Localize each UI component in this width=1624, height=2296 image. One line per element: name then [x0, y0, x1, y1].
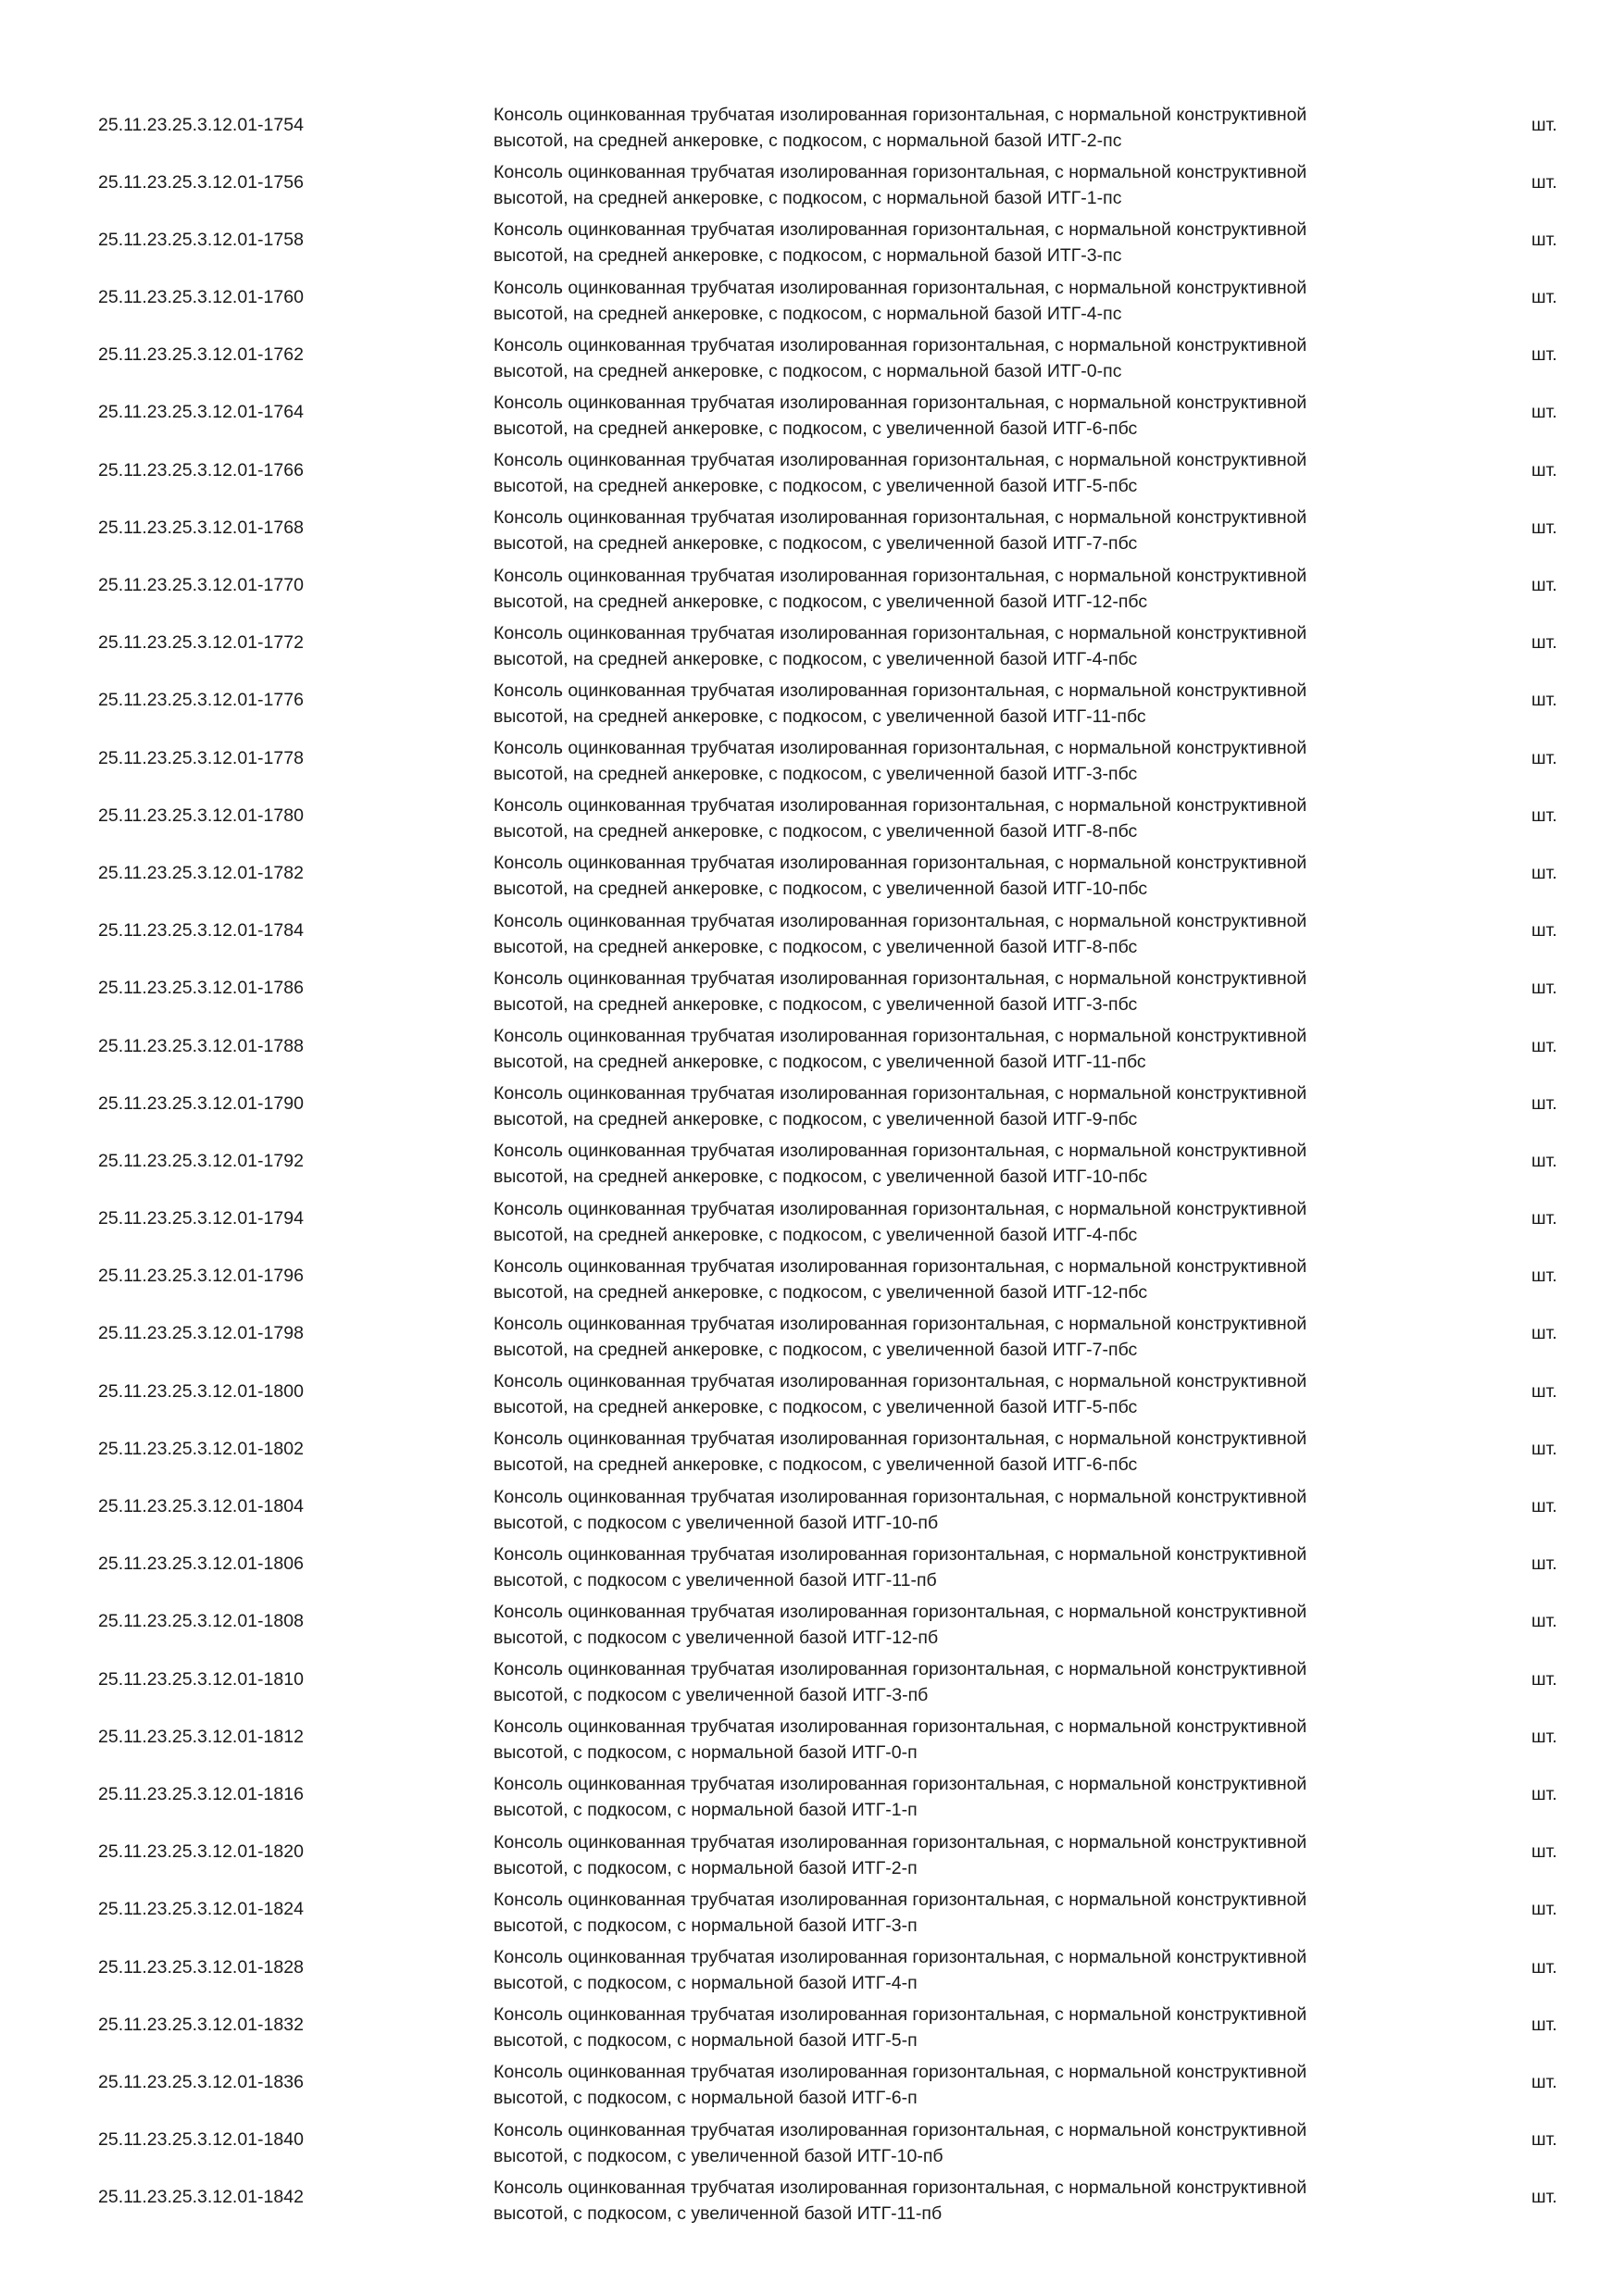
item-code: 25.11.23.25.3.12.01-1804 — [98, 1496, 304, 1516]
item-description — [493, 1138, 1419, 1190]
item-description-line-2: высотой, на средней анкеровке, с подкосом, с увеличенной базой ИТГ-10-пбс — [493, 879, 1148, 900]
item-description — [493, 159, 1419, 211]
item-description-line-2: высотой, на средней анкеровке, с подкосом, с увеличенной базой ИТГ-4-пбс — [493, 648, 1138, 669]
item-description — [493, 505, 1419, 556]
item-description-line-2: высотой, на средней анкеровке, с подкосом, с увеличенной базой ИТГ-9-пбс — [493, 1109, 1138, 1130]
item-description-line-1: Консоль оцинкованная трубчатая изолированная горизонтальная, с нормальной конструктивной — [493, 1659, 1307, 1680]
table-row — [0, 442, 1624, 499]
table-row — [0, 96, 1624, 154]
item-code: 25.11.23.25.3.12.01-1760 — [98, 287, 304, 308]
table-row — [0, 730, 1624, 787]
item-description-line-1: Консоль оцинкованная трубчатая изолированная горизонтальная, с нормальной конструктивной — [493, 1141, 1307, 1162]
item-unit: шт. — [1531, 747, 1557, 768]
table-row — [0, 1305, 1624, 1363]
item-description — [493, 102, 1419, 154]
item-unit: шт. — [1531, 229, 1557, 250]
item-code: 25.11.23.25.3.12.01-1790 — [98, 1092, 304, 1114]
table-row — [0, 1939, 1624, 1996]
item-unit: шт. — [1531, 459, 1557, 480]
table-row — [0, 1075, 1624, 1132]
item-unit: шт. — [1531, 690, 1557, 711]
item-unit: шт. — [1531, 1323, 1557, 1344]
table-row — [0, 1881, 1624, 1939]
item-unit: шт. — [1531, 1956, 1557, 1978]
item-description-line-1: Консоль оцинкованная трубчатая изолированная горизонтальная, с нормальной конструктивной — [493, 2119, 1307, 2140]
item-unit: шт. — [1531, 1266, 1557, 1287]
item-code: 25.11.23.25.3.12.01-1840 — [98, 2129, 304, 2151]
item-unit: шт. — [1531, 1208, 1557, 1229]
item-unit: шт. — [1531, 1783, 1557, 1804]
item-code: 25.11.23.25.3.12.01-1782 — [98, 862, 304, 883]
item-unit: шт. — [1531, 1554, 1557, 1575]
item-description-line-2: высотой, на средней анкеровке, с подкосом, с увеличенной базой ИТГ-11-пбс — [493, 705, 1146, 727]
item-unit: шт. — [1531, 171, 1557, 193]
item-code: 25.11.23.25.3.12.01-1824 — [98, 1899, 304, 1920]
item-description-line-2: высотой, на средней анкеровке, с подкосом, с увеличенной базой ИТГ-7-пбс — [493, 533, 1138, 555]
item-code: 25.11.23.25.3.12.01-1758 — [98, 229, 304, 250]
item-code: 25.11.23.25.3.12.01-1836 — [98, 2071, 304, 2092]
item-code: 25.11.23.25.3.12.01-1802 — [98, 1438, 304, 1459]
item-description-line-2: высотой, с подкосом с увеличенной базой ИТГ-12-пб — [493, 1627, 939, 1648]
item-description — [493, 1080, 1419, 1132]
table-row — [0, 844, 1624, 902]
table-row — [0, 1363, 1624, 1420]
item-description — [493, 850, 1419, 902]
item-description — [493, 217, 1419, 268]
item-description-line-2: высотой, на средней анкеровке, с подкосом, с нормальной базой ИТГ-3-пс — [493, 245, 1122, 267]
item-description-line-1: Консоль оцинкованная трубчатая изолированная горизонтальная, с нормальной конструктивной — [493, 1198, 1307, 1219]
item-description — [493, 390, 1419, 442]
item-description — [493, 792, 1419, 844]
table-row — [0, 2053, 1624, 2111]
item-description — [493, 1023, 1419, 1075]
table-row — [0, 2112, 1624, 2169]
item-description — [493, 966, 1419, 1017]
item-unit: шт. — [1531, 1380, 1557, 1402]
item-description-line-2: высотой, на средней анкеровке, с подкосом, с увеличенной базой ИТГ-5-пбс — [493, 476, 1138, 497]
item-unit: шт. — [1531, 1438, 1557, 1459]
item-description-line-1: Консоль оцинкованная трубчатая изолированная горизонтальная, с нормальной конструктивной — [493, 565, 1307, 586]
table-row — [0, 903, 1624, 960]
item-description-line-1: Консоль оцинкованная трубчатая изолированная горизонтальная, с нормальной конструктивной — [493, 2177, 1307, 2198]
item-description — [493, 735, 1419, 787]
item-description — [493, 1714, 1419, 1766]
item-description-line-1: Консоль оцинкованная трубчатая изолированная горизонтальная, с нормальной конструктивной — [493, 910, 1307, 931]
item-description-line-1: Консоль оцинкованная трубчатая изолированная горизонтальная, с нормальной конструктивной — [493, 1255, 1307, 1277]
item-code: 25.11.23.25.3.12.01-1794 — [98, 1208, 304, 1229]
item-code: 25.11.23.25.3.12.01-1808 — [98, 1611, 304, 1632]
item-description-line-1: Консоль оцинкованная трубчатая изолированная горизонтальная, с нормальной конструктивной — [493, 2062, 1307, 2083]
item-description-line-1: Консоль оцинкованная трубчатая изолированная горизонтальная, с нормальной конструктивной — [493, 1083, 1307, 1104]
item-description-line-1: Консоль оцинкованная трубчатая изолированная горизонтальная, с нормальной конструктивной — [493, 1889, 1307, 1910]
table-row — [0, 269, 1624, 327]
item-unit: шт. — [1531, 2014, 1557, 2035]
item-description-line-1: Консоль оцинкованная трубчатая изолированная горизонтальная, с нормальной конструктивной — [493, 680, 1307, 701]
table-row — [0, 384, 1624, 442]
item-description-line-1: Консоль оцинкованная трубчатая изолированная горизонтальная, с нормальной конструктивной — [493, 1601, 1307, 1622]
item-description-line-1: Консоль оцинкованная трубчатая изолированная горизонтальная, с нормальной конструктивной — [493, 1371, 1307, 1392]
item-code: 25.11.23.25.3.12.01-1798 — [98, 1323, 304, 1344]
item-description — [493, 620, 1419, 672]
item-description-line-2: высотой, на средней анкеровке, с подкосом, с увеличенной базой ИТГ-3-пбс — [493, 993, 1138, 1015]
item-code: 25.11.23.25.3.12.01-1762 — [98, 344, 304, 366]
item-description-line-2: высотой, с подкосом, с нормальной базой ИТГ-3-п — [493, 1915, 918, 1936]
item-description-line-1: Консоль оцинкованная трубчатая изолированная горизонтальная, с нормальной конструктивной — [493, 1947, 1307, 1967]
item-description-line-2: высотой, на средней анкеровке, с подкосом, с нормальной базой ИТГ-0-пс — [493, 360, 1122, 381]
table-row — [0, 154, 1624, 211]
item-code: 25.11.23.25.3.12.01-1806 — [98, 1554, 304, 1575]
item-code: 25.11.23.25.3.12.01-1768 — [98, 517, 304, 538]
table-row — [0, 2169, 1624, 2227]
item-unit: шт. — [1531, 2187, 1557, 2208]
item-description-line-2: высотой, с подкосом, с нормальной базой ИТГ-5-п — [493, 2030, 918, 2052]
item-unit: шт. — [1531, 114, 1557, 135]
item-description — [493, 1944, 1419, 1996]
item-description-line-1: Консоль оцинкованная трубчатая изолированная горизонтальная, с нормальной конструктивной — [493, 853, 1307, 874]
item-description-line-1: Консоль оцинкованная трубчатая изолированная горизонтальная, с нормальной конструктивной — [493, 795, 1307, 817]
item-description-line-2: высотой, с подкосом, с нормальной базой ИТГ-4-п — [493, 1973, 918, 1993]
item-description — [493, 2117, 1419, 2169]
item-code: 25.11.23.25.3.12.01-1816 — [98, 1783, 304, 1804]
item-unit: шт. — [1531, 1899, 1557, 1920]
item-code: 25.11.23.25.3.12.01-1842 — [98, 2187, 304, 2208]
table-row — [0, 787, 1624, 844]
item-code: 25.11.23.25.3.12.01-1784 — [98, 920, 304, 942]
item-code: 25.11.23.25.3.12.01-1754 — [98, 114, 304, 135]
item-description-line-1: Консоль оцинкованная трубчатая изолированная горизонтальная, с нормальной конструктивной — [493, 334, 1307, 356]
table-row — [0, 672, 1624, 730]
item-description-line-2: высотой, с подкосом с увеличенной базой ИТГ-11-пб — [493, 1569, 937, 1591]
table-row — [0, 1191, 1624, 1248]
item-description-line-1: Консоль оцинкованная трубчатая изолированная горизонтальная, с нормальной конструктивной — [493, 507, 1307, 529]
item-description-line-1: Консоль оцинкованная трубчатая изолированная горизонтальная, с нормальной конструктивной — [493, 392, 1307, 413]
item-description-line-2: высотой, с подкосом, с нормальной базой ИТГ-2-п — [493, 1857, 918, 1878]
item-description-line-2: высотой, с подкосом, с нормальной базой ИТГ-6-п — [493, 2088, 918, 2109]
item-unit: шт. — [1531, 805, 1557, 826]
item-description-line-1: Консоль оцинкованная трубчатая изолированная горизонтальная, с нормальной конструктивной — [493, 450, 1307, 471]
table-row — [0, 1536, 1624, 1593]
catalog-table — [0, 96, 1624, 2227]
item-description-line-1: Консоль оцинкованная трубчатая изолированная горизонтальная, с нормальной конструктивной — [493, 1831, 1307, 1853]
item-description-line-1: Консоль оцинкованная трубчатая изолированная горизонтальная, с нормальной конструктивной — [493, 1313, 1307, 1334]
table-row — [0, 499, 1624, 556]
item-code: 25.11.23.25.3.12.01-1788 — [98, 1035, 304, 1056]
item-description-line-2: высотой, на средней анкеровке, с подкосом, с увеличенной базой ИТГ-8-пбс — [493, 936, 1138, 957]
item-description-line-2: высотой, на средней анкеровке, с подкосом, с увеличенной базой ИТГ-12-пбс — [493, 591, 1148, 612]
item-description-line-2: высотой, на средней анкеровке, с подкосом, с увеличенной базой ИТГ-3-пбс — [493, 764, 1138, 785]
item-description — [493, 2059, 1419, 2111]
item-description — [493, 2175, 1419, 2227]
item-description — [493, 678, 1419, 730]
item-description-line-2: высотой, на средней анкеровке, с подкосом, с увеличенной базой ИТГ-6-пбс — [493, 1454, 1138, 1476]
item-description-line-2: высотой, на средней анкеровке, с подкосом, с увеличенной базой ИТГ-12-пбс — [493, 1281, 1148, 1303]
item-description-line-2: высотой, на средней анкеровке, с подкосом, с увеличенной базой ИТГ-10-пбс — [493, 1167, 1148, 1188]
item-unit: шт. — [1531, 517, 1557, 538]
table-row — [0, 1132, 1624, 1190]
item-unit: шт. — [1531, 1150, 1557, 1171]
item-code: 25.11.23.25.3.12.01-1776 — [98, 690, 304, 711]
item-description — [493, 1887, 1419, 1939]
item-code: 25.11.23.25.3.12.01-1812 — [98, 1726, 304, 1747]
item-description — [493, 563, 1419, 615]
item-unit: шт. — [1531, 978, 1557, 999]
table-row — [0, 1017, 1624, 1075]
table-row — [0, 211, 1624, 268]
table-row — [0, 960, 1624, 1017]
table-row — [0, 1593, 1624, 1651]
item-description-line-2: высотой, с подкосом, с увеличенной базой ИТГ-11-пб — [493, 2202, 943, 2224]
item-code: 25.11.23.25.3.12.01-1800 — [98, 1380, 304, 1402]
item-description-line-1: Консоль оцинкованная трубчатая изолированная горизонтальная, с нормальной конструктивной — [493, 1543, 1307, 1565]
item-unit: шт. — [1531, 1668, 1557, 1690]
item-description-line-1: Консоль оцинкованная трубчатая изолированная горизонтальная, с нормальной конструктивной — [493, 2004, 1307, 2026]
item-code: 25.11.23.25.3.12.01-1810 — [98, 1668, 304, 1690]
item-code: 25.11.23.25.3.12.01-1770 — [98, 575, 304, 595]
item-unit: шт. — [1531, 1092, 1557, 1114]
item-description-line-2: высотой, на средней анкеровке, с подкосом, с увеличенной базой ИТГ-7-пбс — [493, 1339, 1138, 1360]
table-row — [0, 615, 1624, 672]
item-code: 25.11.23.25.3.12.01-1786 — [98, 978, 304, 999]
item-description — [493, 2002, 1419, 2053]
item-description-line-1: Консоль оцинкованная трубчатая изолированная горизонтальная, с нормальной конструктивной — [493, 1716, 1307, 1738]
item-description — [493, 1196, 1419, 1248]
item-unit: шт. — [1531, 1496, 1557, 1516]
item-unit: шт. — [1531, 920, 1557, 942]
item-description-line-1: Консоль оцинкованная трубчатая изолированная горизонтальная, с нормальной конструктивной — [493, 277, 1307, 298]
table-row — [0, 1708, 1624, 1766]
item-description-line-1: Консоль оцинкованная трубчатая изолированная горизонтальная, с нормальной конструктивной — [493, 1486, 1307, 1507]
table-row — [0, 1766, 1624, 1823]
item-code: 25.11.23.25.3.12.01-1832 — [98, 2014, 304, 2035]
table-row — [0, 1248, 1624, 1305]
item-unit: шт. — [1531, 1035, 1557, 1056]
item-unit: шт. — [1531, 632, 1557, 654]
item-unit: шт. — [1531, 287, 1557, 308]
item-code: 25.11.23.25.3.12.01-1792 — [98, 1150, 304, 1171]
item-description — [493, 1484, 1419, 1536]
item-description — [493, 1254, 1419, 1305]
item-description — [493, 1656, 1419, 1708]
item-description — [493, 1829, 1419, 1881]
item-description-line-2: высотой, на средней анкеровке, с подкосом, с увеличенной базой ИТГ-11-пбс — [493, 1052, 1146, 1072]
table-row — [0, 1651, 1624, 1708]
item-description — [493, 1771, 1419, 1823]
item-description-line-1: Консоль оцинкованная трубчатая изолированная горизонтальная, с нормальной конструктивной — [493, 1026, 1307, 1046]
item-code: 25.11.23.25.3.12.01-1796 — [98, 1266, 304, 1287]
item-description-line-2: высотой, на средней анкеровке, с подкосом, с нормальной базой ИТГ-4-пс — [493, 303, 1122, 324]
item-description — [493, 1368, 1419, 1420]
item-description — [493, 1541, 1419, 1593]
item-code: 25.11.23.25.3.12.01-1766 — [98, 459, 304, 480]
item-description-line-2: высотой, с подкосом, с увеличенной базой ИТГ-10-пб — [493, 2145, 943, 2166]
table-row — [0, 1479, 1624, 1536]
item-unit: шт. — [1531, 1841, 1557, 1863]
item-description-line-2: высотой, на средней анкеровке, с подкосом, с увеличенной базой ИТГ-6-пбс — [493, 418, 1138, 439]
table-row — [0, 1996, 1624, 2053]
item-description-line-2: высотой, на средней анкеровке, с подкосом, с нормальной базой ИТГ-2-пс — [493, 131, 1122, 151]
item-code: 25.11.23.25.3.12.01-1820 — [98, 1841, 304, 1863]
item-unit: шт. — [1531, 2071, 1557, 2092]
item-description — [493, 1599, 1419, 1651]
item-description-line-1: Консоль оцинкованная трубчатая изолированная горизонтальная, с нормальной конструктивной — [493, 1774, 1307, 1795]
item-code: 25.11.23.25.3.12.01-1828 — [98, 1956, 304, 1978]
item-description — [493, 332, 1419, 384]
item-description-line-2: высотой, на средней анкеровке, с подкосом, с увеличенной базой ИТГ-4-пбс — [493, 1224, 1138, 1245]
item-unit: шт. — [1531, 1611, 1557, 1632]
item-unit: шт. — [1531, 402, 1557, 423]
item-unit: шт. — [1531, 862, 1557, 883]
item-description-line-1: Консоль оцинкованная трубчатая изолированная горизонтальная, с нормальной конструктивной — [493, 1429, 1307, 1450]
table-row — [0, 1824, 1624, 1881]
item-unit: шт. — [1531, 344, 1557, 366]
item-description-line-2: высотой, с подкосом с увеличенной базой ИТГ-10-пб — [493, 1512, 939, 1533]
item-description-line-2: высотой, с подкосом с увеличенной базой ИТГ-3-пб — [493, 1685, 929, 1706]
item-unit: шт. — [1531, 575, 1557, 595]
item-description-line-1: Консоль оцинкованная трубчатая изолированная горизонтальная, с нормальной конструктивной — [493, 622, 1307, 643]
item-description-line-1: Консоль оцинкованная трубчатая изолированная горизонтальная, с нормальной конструктивной — [493, 162, 1307, 183]
item-description — [493, 1311, 1419, 1363]
table-row — [0, 557, 1624, 615]
item-description-line-1: Консоль оцинкованная трубчатая изолированная горизонтальная, с нормальной конструктивной — [493, 967, 1307, 989]
item-description — [493, 275, 1419, 327]
table-row — [0, 327, 1624, 384]
item-description-line-2: высотой, на средней анкеровке, с подкосом, с увеличенной базой ИТГ-8-пбс — [493, 821, 1138, 842]
item-unit: шт. — [1531, 2129, 1557, 2151]
item-code: 25.11.23.25.3.12.01-1780 — [98, 805, 304, 826]
item-description-line-2: высотой, с подкосом, с нормальной базой ИТГ-0-п — [493, 1742, 918, 1764]
item-description-line-1: Консоль оцинкованная трубчатая изолированная горизонтальная, с нормальной конструктивной — [493, 738, 1307, 759]
item-code: 25.11.23.25.3.12.01-1764 — [98, 402, 304, 423]
item-description-line-2: высотой, с подкосом, с нормальной базой ИТГ-1-п — [493, 1800, 918, 1821]
item-code: 25.11.23.25.3.12.01-1772 — [98, 632, 304, 654]
item-description-line-2: высотой, на средней анкеровке, с подкосом, с увеличенной базой ИТГ-5-пбс — [493, 1397, 1138, 1418]
table-row — [0, 1420, 1624, 1478]
item-description-line-1: Консоль оцинкованная трубчатая изолированная горизонтальная, с нормальной конструктивной — [493, 105, 1307, 125]
item-unit: шт. — [1531, 1726, 1557, 1747]
item-description — [493, 447, 1419, 499]
item-description — [493, 908, 1419, 960]
item-description-line-1: Консоль оцинкованная трубчатая изолированная горизонтальная, с нормальной конструктивной — [493, 219, 1307, 241]
item-code: 25.11.23.25.3.12.01-1778 — [98, 747, 304, 768]
item-description — [493, 1426, 1419, 1478]
item-description-line-2: высотой, на средней анкеровке, с подкосом, с нормальной базой ИТГ-1-пс — [493, 188, 1122, 209]
item-code: 25.11.23.25.3.12.01-1756 — [98, 171, 304, 193]
